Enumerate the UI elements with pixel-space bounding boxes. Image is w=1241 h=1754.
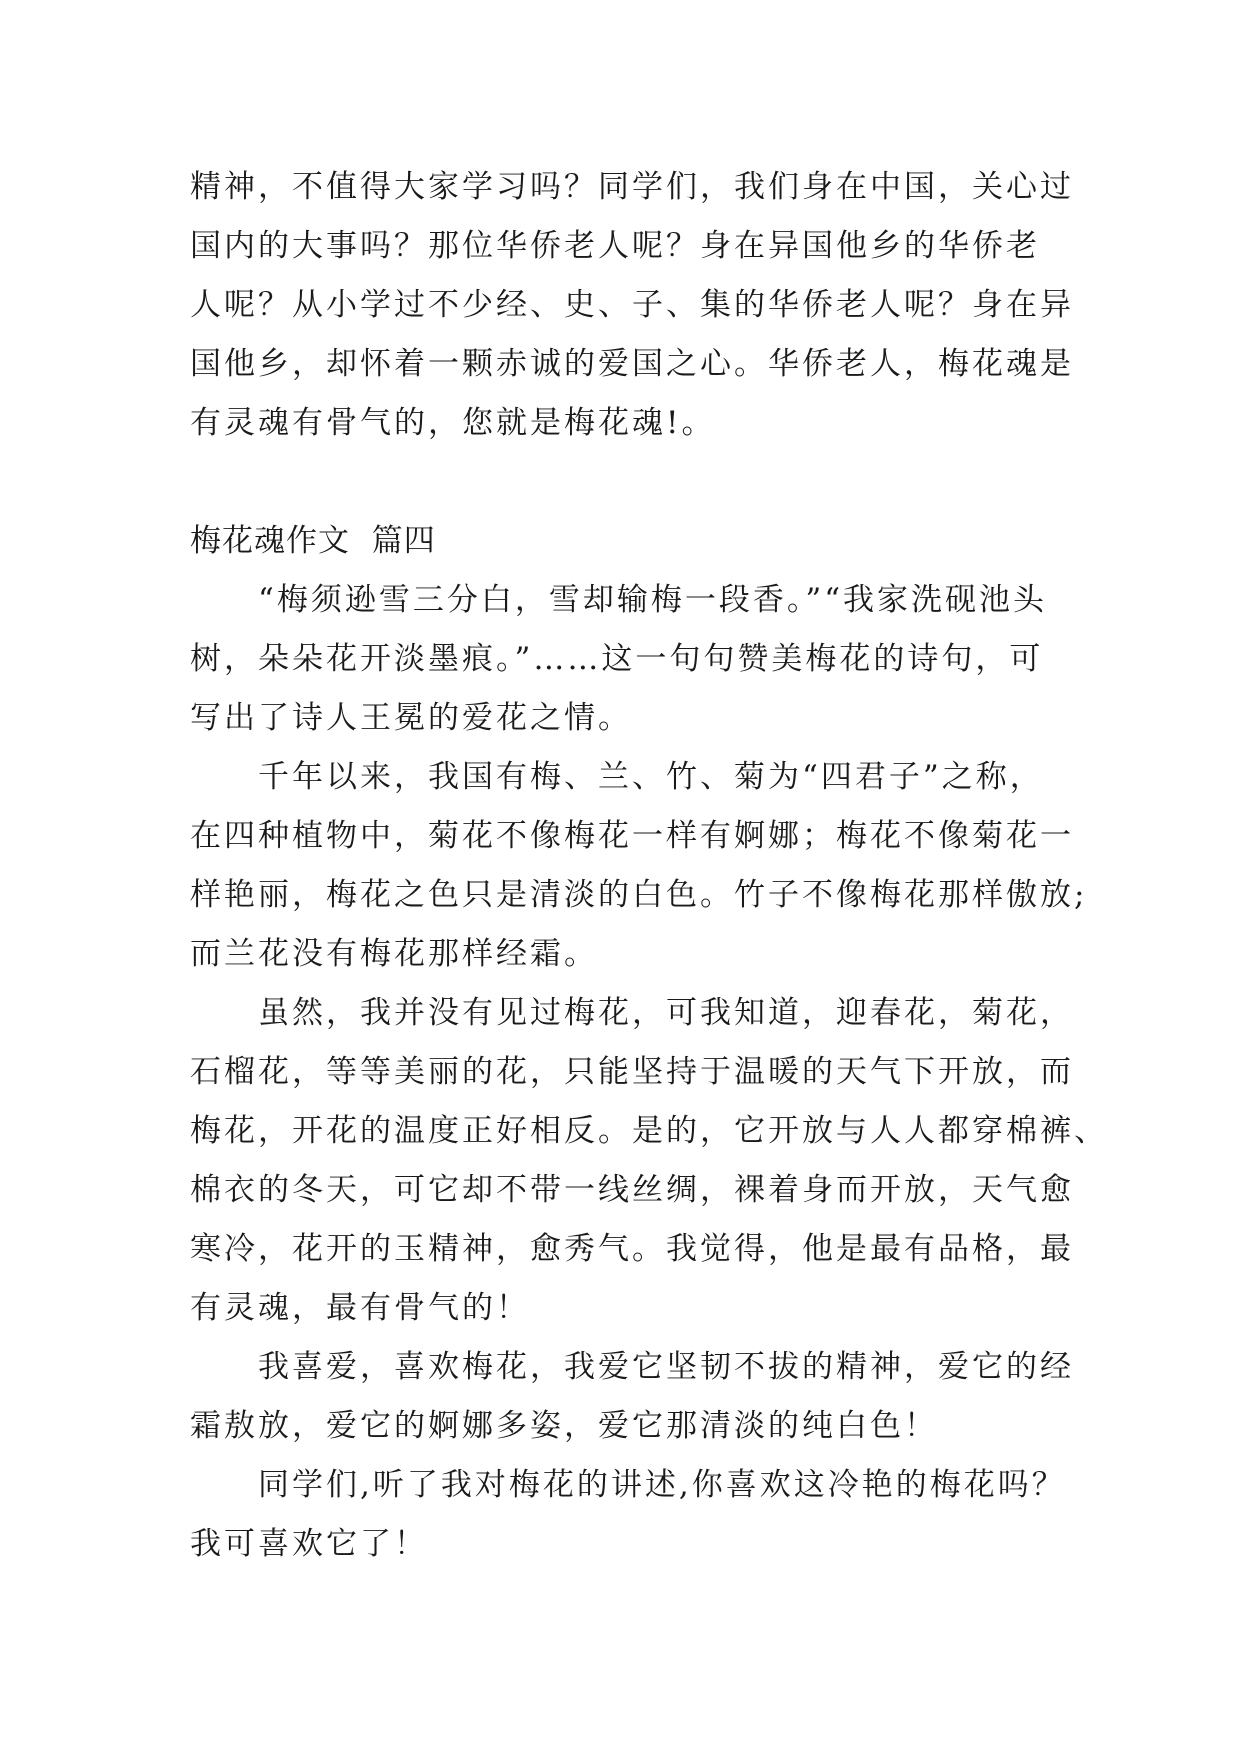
text-line: 样艳丽，梅花之色只是清淡的白色。竹子不像梅花那样傲放; [190, 877, 1088, 913]
document-body [190, 158, 1108, 1574]
text-line: 有灵魂，最有骨气的！ [190, 1290, 530, 1326]
text-line: 国内的大事吗？那位华侨老人呢？身在异国他乡的华侨老 [190, 228, 1040, 264]
text-line: 国他乡，却怀着一颗赤诚的爱国之心。华侨老人，梅花魂是 [190, 346, 1074, 382]
section-heading: 梅花魂作文 篇四 [190, 523, 436, 559]
text-line: 有灵魂有骨气的，您就是梅花魂!。 [190, 405, 716, 441]
text-line: 虽然，我并没有见过梅花，可我知道，迎春花，菊花， [258, 995, 1074, 1031]
text-line: 我可喜欢它了！ [190, 1526, 428, 1562]
text-line: 精神，不值得大家学习吗？同学们，我们身在中国，关心过 [190, 169, 1074, 205]
paragraph-3 [190, 984, 1108, 1338]
text-line: 梅花，开花的温度正好相反。是的，它开放与人人都穿棉裤、 [190, 1113, 1108, 1149]
text-line: 棉衣的冬天，可它却不带一线丝绸，裸着身而开放，天气愈 [190, 1172, 1074, 1208]
text-line: 在四种植物中，菊花不像梅花一样有婀娜；梅花不像菊花一 [190, 818, 1074, 854]
text-line: 同学们,听了我对梅花的讲述,你喜欢这冷艳的梅花吗？ [258, 1467, 1066, 1503]
text-line: 而兰花没有梅花那样经霜。 [190, 936, 598, 972]
text-line: 写出了诗人王冕的爱花之情。 [190, 700, 632, 736]
paragraph-4 [190, 1338, 1074, 1456]
text-line: 树，朵朵花开淡墨痕。”……这一句句赞美梅花的诗句，可 [190, 641, 1044, 677]
text-line: “梅须逊雪三分白，雪却输梅一段香。”“我家洗砚池头 [258, 582, 1048, 618]
continued-paragraph [190, 158, 1074, 453]
text-line: 寒冷，花开的玉精神，愈秀气。我觉得，他是最有品格，最 [190, 1231, 1074, 1267]
paragraph-1 [190, 571, 1056, 748]
text-line: 人呢？从小学过不少经、史、子、集的华侨老人呢？身在异 [190, 287, 1074, 323]
text-line: 我喜爱，喜欢梅花，我爱它坚韧不拔的精神，爱它的经 [258, 1349, 1074, 1385]
text-line: 千年以来，我国有梅、兰、竹、菊为“四君子”之称， [258, 759, 1044, 795]
text-line: 霜敖放，爱它的婀娜多姿，爱它那清淡的纯白色！ [190, 1408, 938, 1444]
paragraph-5 [190, 1456, 1066, 1574]
text-line: 石榴花，等等美丽的花，只能坚持于温暖的天气下开放，而 [190, 1054, 1074, 1090]
paragraph-2 [190, 748, 1088, 984]
